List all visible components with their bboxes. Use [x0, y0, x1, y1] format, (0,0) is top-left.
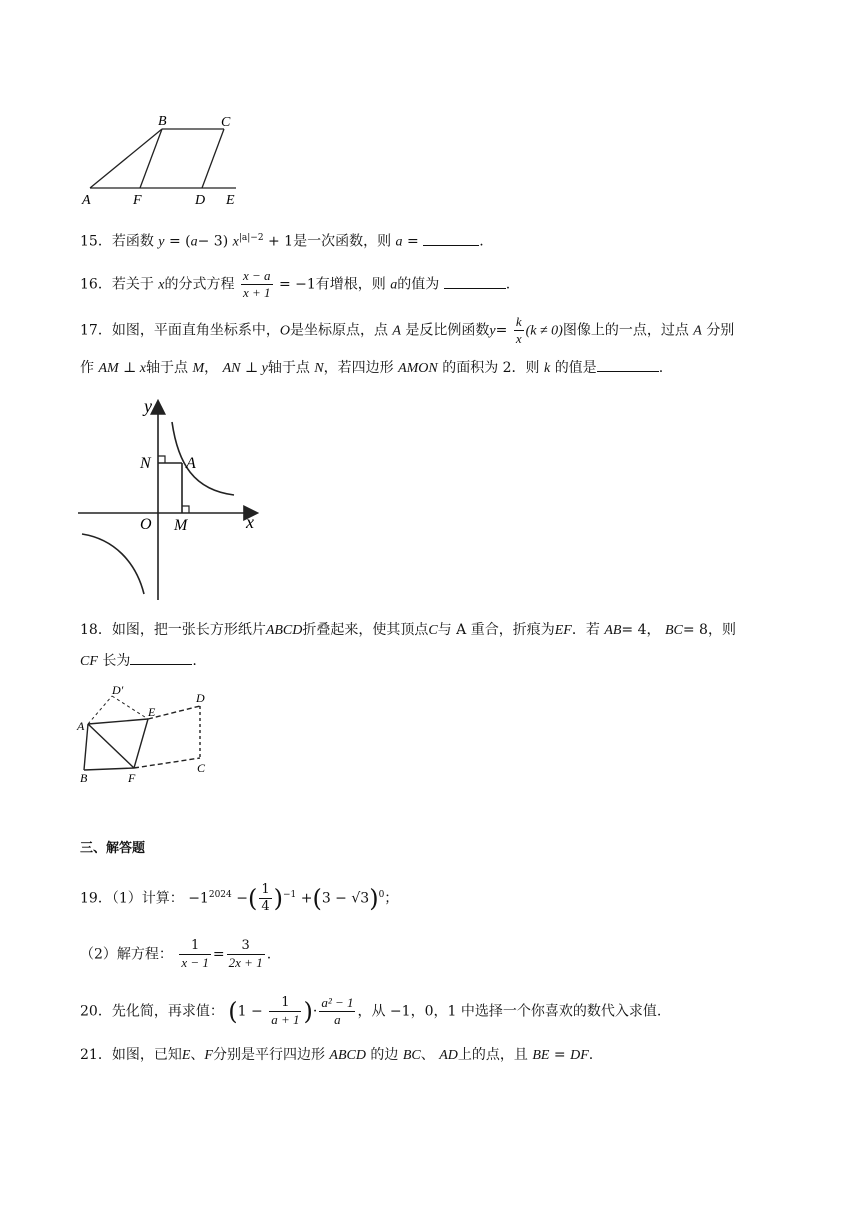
- denominator: x − 1: [181, 955, 209, 970]
- value: = 4: [621, 622, 647, 638]
- var-AM: AM: [98, 361, 119, 376]
- var-CF: CF: [80, 654, 98, 669]
- var-ABCD: ABCD: [265, 623, 303, 638]
- numerator: a² − 1: [321, 995, 354, 1010]
- var-F: F: [204, 1048, 213, 1063]
- text: 是一次函数，则: [293, 233, 392, 250]
- text: 的边: [370, 1047, 399, 1063]
- question-17-line1: [80, 314, 734, 347]
- label-B: B: [158, 114, 167, 129]
- question-17-line2: [80, 358, 663, 379]
- text: .: [479, 233, 484, 250]
- var-EF: EF: [554, 623, 572, 638]
- denominator: 4: [261, 899, 270, 914]
- answer-blank[interactable]: [130, 664, 192, 665]
- text: =: [212, 946, 225, 963]
- label-E: E: [148, 705, 156, 719]
- question-18-line2: [80, 651, 197, 672]
- text: 分别是平行四边形: [212, 1047, 325, 1063]
- var-O: O: [279, 323, 290, 339]
- label-B: B: [80, 771, 88, 785]
- answer-blank[interactable]: [444, 288, 506, 289]
- var-x: x: [158, 277, 165, 293]
- var-M: M: [192, 361, 205, 376]
- exponent: |a|−2: [238, 233, 264, 243]
- question-21: [80, 1045, 593, 1066]
- text: =: [495, 322, 508, 339]
- text: ⊥ x: [123, 361, 147, 376]
- text: ；: [384, 890, 399, 907]
- text: 、: [420, 1047, 435, 1063]
- text: 3 − √3: [321, 890, 370, 907]
- figure-parallelogram: [78, 112, 248, 207]
- text: 是坐标原点，点: [289, 322, 388, 339]
- paren: ): [273, 884, 283, 913]
- text: 的值是: [554, 360, 597, 376]
- text: 轴于点: [146, 360, 189, 376]
- answer-blank[interactable]: [597, 371, 659, 372]
- text: 与 A 重合，折痕为: [437, 622, 555, 638]
- var-k: k: [544, 361, 551, 376]
- text: 轴于点: [267, 360, 310, 376]
- exponent: 0: [378, 889, 385, 900]
- figure-coordinate-plane: [74, 394, 274, 604]
- var-AD: AD: [439, 1048, 458, 1063]
- text: ，若四边形: [323, 360, 394, 376]
- text: 长为: [102, 653, 131, 669]
- label-A: A: [82, 193, 91, 207]
- var-C: C: [428, 623, 438, 638]
- text: ，从 −1，0，1 中选择一个你喜欢的数代入求值.: [357, 1003, 662, 1020]
- question-number: 21．: [80, 1047, 112, 1063]
- var-y: y: [489, 323, 496, 339]
- value: = 8: [682, 622, 708, 638]
- fraction: [269, 995, 301, 1028]
- var-N: N: [314, 361, 324, 376]
- var-a: a: [390, 277, 398, 293]
- text: ·: [312, 1003, 318, 1020]
- label-A: A: [77, 719, 85, 733]
- question-number: 15．: [80, 233, 112, 250]
- var-E: E: [181, 1048, 191, 1063]
- text: 、: [190, 1047, 205, 1063]
- answer-blank[interactable]: [423, 245, 479, 246]
- text: 有增根，则: [315, 276, 386, 293]
- numerator: 3: [227, 938, 265, 955]
- question-19-part2: [80, 938, 271, 971]
- denominator: x + 1: [242, 285, 271, 300]
- paren: (: [228, 997, 238, 1026]
- question-number: 18．: [80, 622, 112, 638]
- numerator: k: [515, 314, 522, 329]
- question-20: [80, 995, 661, 1028]
- paren: (: [312, 884, 322, 913]
- fraction: [227, 938, 265, 971]
- var-AN: AN: [222, 361, 241, 376]
- text: 分别: [706, 322, 735, 339]
- exponent: −1: [282, 889, 297, 900]
- axis-label-x: x: [246, 512, 254, 532]
- var-AMON: AMON: [398, 361, 438, 376]
- text: 上的点，且: [457, 1047, 528, 1063]
- text: 如图，把一张长方形纸片: [111, 622, 266, 638]
- axis-label-y: y: [144, 396, 152, 416]
- text: ，则: [707, 622, 736, 638]
- text: 的面积为 2．则: [442, 360, 540, 376]
- label-C: C: [197, 761, 206, 775]
- label-M: M: [174, 517, 188, 534]
- text: .: [192, 653, 197, 669]
- text: ，: [204, 360, 219, 376]
- text: −1: [188, 890, 209, 907]
- label-F: F: [133, 193, 142, 207]
- label-D: D: [196, 691, 205, 705]
- numerator: x − a: [242, 268, 271, 283]
- text: .: [266, 946, 272, 963]
- exponent: 2024: [208, 889, 232, 900]
- question-18-line1: [80, 620, 736, 641]
- denominator: a: [334, 1012, 341, 1027]
- question-number: 16．: [80, 276, 112, 293]
- label-D: D: [195, 193, 206, 207]
- figure-folded-rectangle: [76, 682, 216, 790]
- text: 先化简，再求值：: [111, 1003, 224, 1020]
- question-16: [80, 268, 510, 301]
- text: 1 −: [237, 1003, 263, 1020]
- paren: (: [247, 884, 258, 913]
- numerator: 1: [269, 995, 301, 1012]
- var-a: a: [395, 234, 403, 250]
- numerator: 1: [261, 882, 270, 897]
- question-number: 19．: [80, 890, 112, 907]
- label-O: O: [140, 516, 152, 533]
- label-A: A: [186, 455, 196, 472]
- label-C: C: [221, 115, 231, 130]
- text: 如图，已知: [111, 1047, 182, 1063]
- text: .: [588, 1047, 594, 1063]
- text: = (: [168, 233, 191, 250]
- text: =: [553, 1047, 566, 1063]
- text: 的值为: [397, 276, 440, 293]
- text: 的分式方程: [164, 276, 235, 293]
- text: ⊥ y: [244, 361, 268, 376]
- var-a: a: [190, 234, 198, 250]
- question-number: 20．: [80, 1003, 112, 1020]
- fraction: [319, 995, 355, 1028]
- denominator: x: [515, 331, 522, 346]
- var-BE: BE: [532, 1048, 550, 1063]
- fraction: [259, 882, 271, 915]
- var-BC: BC: [664, 623, 683, 638]
- question-number: 17．: [80, 322, 112, 339]
- var-A: A: [693, 323, 702, 339]
- section-title: 三、解答题: [80, 841, 146, 856]
- text: − 3): [197, 233, 229, 250]
- text: 若关于: [111, 276, 154, 293]
- paren: ): [303, 997, 313, 1026]
- denominator: a + 1: [271, 1012, 300, 1027]
- text: .: [505, 276, 511, 293]
- var-BC: BC: [402, 1048, 421, 1063]
- text: 作: [80, 360, 94, 376]
- label-D-prime: D′: [112, 683, 124, 697]
- var-AB: AB: [604, 623, 622, 638]
- var-DF: DF: [570, 1048, 589, 1063]
- text: = −1: [278, 276, 316, 293]
- fraction: [241, 268, 273, 301]
- label-E: E: [226, 193, 235, 207]
- question-19-part1: [80, 882, 398, 915]
- denominator: 2x + 1: [228, 955, 263, 970]
- numerator: 1: [179, 938, 211, 955]
- condition: (k ≠ 0): [525, 323, 563, 339]
- paren: ): [369, 884, 379, 913]
- var-ABCD: ABCD: [329, 1048, 366, 1063]
- var-y: y: [158, 234, 165, 250]
- text: ，: [646, 622, 661, 638]
- text: + 1: [268, 233, 294, 250]
- text: 如图，平面直角坐标系中，: [111, 322, 280, 339]
- text: （1）计算：: [111, 890, 184, 907]
- text: 是反比例函数: [405, 322, 490, 339]
- text: +: [300, 890, 313, 907]
- var-x: x: [232, 234, 239, 250]
- text: ．若: [571, 622, 600, 638]
- text: .: [658, 360, 664, 376]
- var-A: A: [392, 323, 401, 339]
- text: （2）解方程：: [80, 946, 173, 963]
- label-F: F: [128, 771, 136, 785]
- text: =: [407, 233, 419, 250]
- text: 若函数: [111, 233, 154, 250]
- label-N: N: [140, 455, 151, 472]
- text: 图像上的一点，过点: [562, 322, 689, 339]
- fraction: [179, 938, 211, 971]
- question-15: [80, 228, 484, 253]
- text: −: [236, 890, 248, 907]
- text: 折叠起来，使其顶点: [302, 622, 429, 638]
- fraction: [514, 314, 524, 347]
